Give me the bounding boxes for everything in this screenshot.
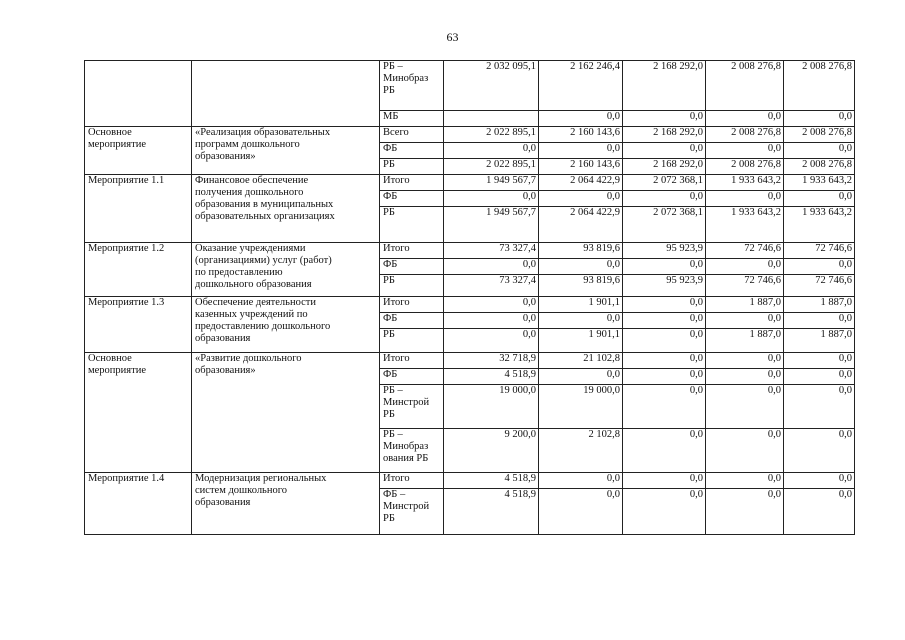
amount-cell: 0,0 xyxy=(784,429,855,473)
amount-cell: 0,0 xyxy=(706,489,784,535)
amount-cell: 0,0 xyxy=(784,111,855,127)
activity-type-cell: Мероприятие 1.4 xyxy=(85,473,192,535)
amount-cell: 9 200,0 xyxy=(444,429,539,473)
funding-source-cell: Итого xyxy=(380,353,444,369)
amount-cell: 0,0 xyxy=(706,353,784,369)
amount-cell: 2 008 276,8 xyxy=(706,61,784,111)
amount-cell: 0,0 xyxy=(706,111,784,127)
amount-cell: 2 008 276,8 xyxy=(784,159,855,175)
activity-type-cell xyxy=(85,61,192,127)
funding-source-cell: ФБ xyxy=(380,191,444,207)
amount-cell: 0,0 xyxy=(539,313,623,329)
amount-cell: 0,0 xyxy=(444,191,539,207)
amount-cell: 0,0 xyxy=(444,329,539,353)
amount-cell: 72 746,6 xyxy=(706,275,784,297)
funding-source-cell: ФБ xyxy=(380,143,444,159)
funding-source-cell: ФБ xyxy=(380,369,444,385)
amount-cell: 2 008 276,8 xyxy=(784,61,855,111)
amount-cell: 0,0 xyxy=(444,313,539,329)
amount-cell: 0,0 xyxy=(784,259,855,275)
amount-cell: 72 746,6 xyxy=(784,275,855,297)
amount-cell: 32 718,9 xyxy=(444,353,539,369)
funding-source-cell: РБ xyxy=(380,207,444,243)
activity-type-cell: Основное мероприятие xyxy=(85,127,192,175)
amount-cell: 1 933 643,2 xyxy=(706,175,784,191)
amount-cell: 1 949 567,7 xyxy=(444,207,539,243)
funding-source-cell: ФБ – Минстрой РБ xyxy=(380,489,444,535)
amount-cell: 1 949 567,7 xyxy=(444,175,539,191)
activity-name-cell: Оказание учреждениями (организациями) услуг (работ) по предоставлению дошкольного образования xyxy=(192,243,380,297)
amount-cell: 0,0 xyxy=(623,489,706,535)
amount-cell: 2 168 292,0 xyxy=(623,61,706,111)
amount-cell: 2 022 895,1 xyxy=(444,127,539,143)
amount-cell: 1 887,0 xyxy=(784,297,855,313)
funding-source-cell: ФБ xyxy=(380,313,444,329)
amount-cell: 2 160 143,6 xyxy=(539,159,623,175)
amount-cell: 2 072 368,1 xyxy=(623,175,706,191)
amount-cell: 1 933 643,2 xyxy=(706,207,784,243)
funding-source-cell: РБ – Минстрой РБ xyxy=(380,385,444,429)
table-row xyxy=(85,353,855,369)
amount-cell: 0,0 xyxy=(623,259,706,275)
amount-cell: 0,0 xyxy=(539,191,623,207)
amount-cell: 4 518,9 xyxy=(444,473,539,489)
amount-cell: 0,0 xyxy=(623,473,706,489)
amount-cell: 0,0 xyxy=(623,353,706,369)
amount-cell: 21 102,8 xyxy=(539,353,623,369)
amount-cell: 72 746,6 xyxy=(706,243,784,259)
amount-cell: 19 000,0 xyxy=(539,385,623,429)
amount-cell: 2 008 276,8 xyxy=(706,127,784,143)
amount-cell: 1 887,0 xyxy=(706,329,784,353)
amount-cell: 0,0 xyxy=(784,473,855,489)
amount-cell: 1 887,0 xyxy=(706,297,784,313)
activity-name-cell: «Развитие дошкольного образования» xyxy=(192,353,380,473)
amount-cell: 0,0 xyxy=(706,473,784,489)
amount-cell: 1 933 643,2 xyxy=(784,175,855,191)
table-row xyxy=(85,61,855,111)
amount-cell: 0,0 xyxy=(706,313,784,329)
amount-cell: 0,0 xyxy=(706,143,784,159)
amount-cell: 93 819,6 xyxy=(539,275,623,297)
amount-cell: 0,0 xyxy=(784,191,855,207)
amount-cell: 0,0 xyxy=(539,489,623,535)
amount-cell: 93 819,6 xyxy=(539,243,623,259)
activity-name-cell xyxy=(192,61,380,127)
activity-name-cell: Обеспечение деятельности казенных учреждений по предоставлению дошкольного образования xyxy=(192,297,380,353)
amount-cell: 72 746,6 xyxy=(784,243,855,259)
amount-cell: 2 168 292,0 xyxy=(623,159,706,175)
funding-source-cell: РБ xyxy=(380,159,444,175)
amount-cell: 0,0 xyxy=(539,473,623,489)
amount-cell: 0,0 xyxy=(706,429,784,473)
amount-cell: 1 901,1 xyxy=(539,329,623,353)
activity-type-cell: Основное мероприятие xyxy=(85,353,192,473)
amount-cell: 0,0 xyxy=(706,369,784,385)
amount-cell: 2 168 292,0 xyxy=(623,127,706,143)
page-number: 63 xyxy=(446,30,459,44)
amount-cell: 2 008 276,8 xyxy=(784,127,855,143)
amount-cell: 2 160 143,6 xyxy=(539,127,623,143)
amount-cell: 0,0 xyxy=(623,111,706,127)
amount-cell: 0,0 xyxy=(623,429,706,473)
funding-source-cell: Всего xyxy=(380,127,444,143)
funding-source-cell: РБ xyxy=(380,329,444,353)
table-row xyxy=(85,175,855,191)
budget-table xyxy=(84,60,855,535)
table-row xyxy=(85,243,855,259)
amount-cell: 0,0 xyxy=(444,143,539,159)
funding-source-cell: РБ – Минобраз ования РБ xyxy=(380,429,444,473)
amount-cell: 0,0 xyxy=(784,385,855,429)
amount-cell: 0,0 xyxy=(623,191,706,207)
funding-source-cell: Итого xyxy=(380,473,444,489)
amount-cell: 1 901,1 xyxy=(539,297,623,313)
amount-cell: 0,0 xyxy=(784,489,855,535)
amount-cell: 0,0 xyxy=(623,329,706,353)
amount-cell: 1 933 643,2 xyxy=(784,207,855,243)
amount-cell: 2 072 368,1 xyxy=(623,207,706,243)
funding-source-cell: ФБ xyxy=(380,259,444,275)
amount-cell: 0,0 xyxy=(444,259,539,275)
amount-cell: 0,0 xyxy=(706,259,784,275)
amount-cell: 0,0 xyxy=(539,259,623,275)
amount-cell: 0,0 xyxy=(623,385,706,429)
amount-cell: 2 064 422,9 xyxy=(539,175,623,191)
amount-cell: 19 000,0 xyxy=(444,385,539,429)
amount-cell: 0,0 xyxy=(784,313,855,329)
amount-cell: 0,0 xyxy=(706,385,784,429)
amount-cell: 2 064 422,9 xyxy=(539,207,623,243)
funding-source-cell: МБ xyxy=(380,111,444,127)
amount-cell: 4 518,9 xyxy=(444,489,539,535)
table-row xyxy=(85,127,855,143)
amount-cell: 4 518,9 xyxy=(444,369,539,385)
amount-cell: 0,0 xyxy=(539,369,623,385)
amount-cell: 95 923,9 xyxy=(623,243,706,259)
funding-source-cell: Итого xyxy=(380,175,444,191)
amount-cell: 2 162 246,4 xyxy=(539,61,623,111)
activity-name-cell: «Реализация образовательных программ дошкольного образования» xyxy=(192,127,380,175)
amount-cell: 1 887,0 xyxy=(784,329,855,353)
activity-name-cell: Финансовое обеспечение получения дошкольного образования в муниципальных образовательных организациях xyxy=(192,175,380,243)
funding-source-cell: Итого xyxy=(380,297,444,313)
amount-cell: 0,0 xyxy=(623,297,706,313)
funding-source-cell: РБ – Минобраз РБ xyxy=(380,61,444,111)
amount-cell: 0,0 xyxy=(784,369,855,385)
amount-cell: 2 032 095,1 xyxy=(444,61,539,111)
amount-cell: 0,0 xyxy=(623,143,706,159)
activity-type-cell: Мероприятие 1.2 xyxy=(85,243,192,297)
amount-cell: 0,0 xyxy=(623,313,706,329)
amount-cell: 0,0 xyxy=(539,111,623,127)
amount-cell: 0,0 xyxy=(539,143,623,159)
amount-cell: 0,0 xyxy=(706,191,784,207)
amount-cell: 2 008 276,8 xyxy=(706,159,784,175)
amount-cell: 73 327,4 xyxy=(444,275,539,297)
amount-cell: 95 923,9 xyxy=(623,275,706,297)
amount-cell: 0,0 xyxy=(444,297,539,313)
funding-source-cell: РБ xyxy=(380,275,444,297)
activity-name-cell: Модернизация региональных систем дошкольного образования xyxy=(192,473,380,535)
funding-source-cell: Итого xyxy=(380,243,444,259)
amount-cell: 0,0 xyxy=(784,353,855,369)
amount-cell: 73 327,4 xyxy=(444,243,539,259)
amount-cell: 2 102,8 xyxy=(539,429,623,473)
amount-cell xyxy=(444,111,539,127)
activity-type-cell: Мероприятие 1.1 xyxy=(85,175,192,243)
amount-cell: 0,0 xyxy=(623,369,706,385)
amount-cell: 0,0 xyxy=(784,143,855,159)
activity-type-cell: Мероприятие 1.3 xyxy=(85,297,192,353)
table-row xyxy=(85,473,855,489)
table-row xyxy=(85,297,855,313)
amount-cell: 2 022 895,1 xyxy=(444,159,539,175)
